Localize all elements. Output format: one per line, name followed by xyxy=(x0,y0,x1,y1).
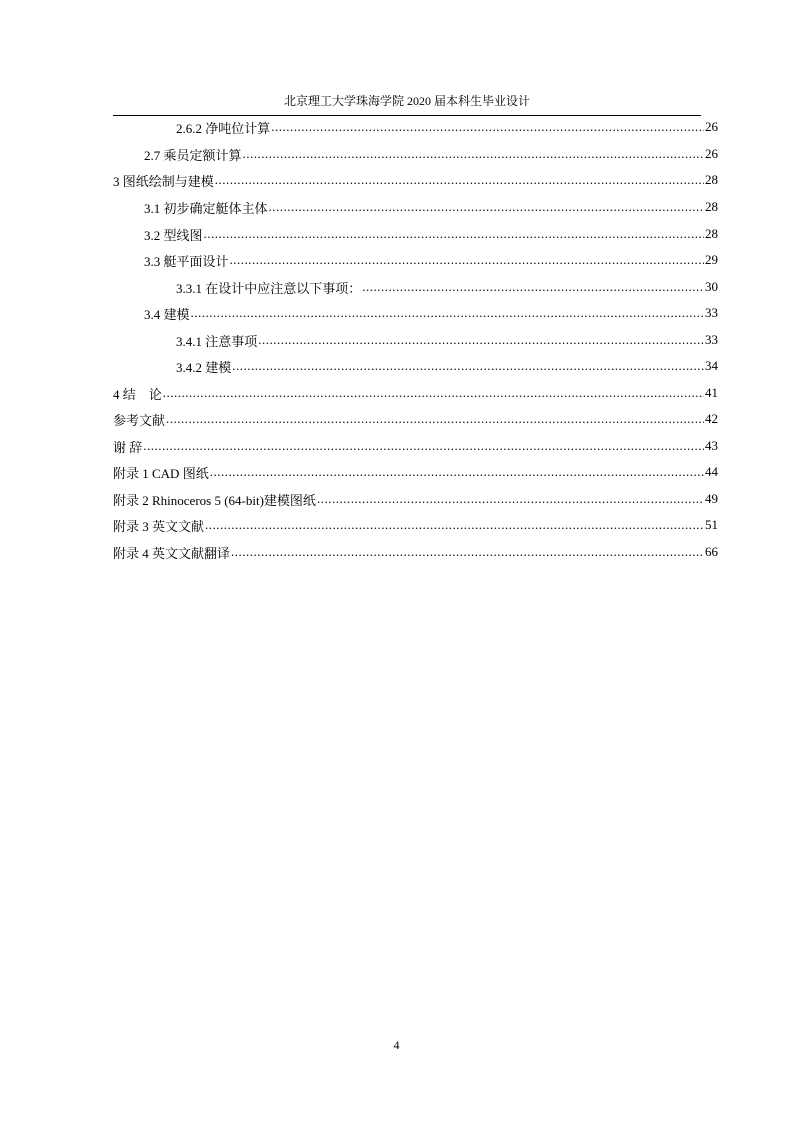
toc-entry[interactable] xyxy=(144,221,718,247)
toc-entry[interactable] xyxy=(144,141,718,167)
toc-entry[interactable] xyxy=(113,406,718,432)
toc-entry-label: 3.4.2 建模 xyxy=(176,359,232,375)
toc-entry-label: 3 图纸绘制与建模 xyxy=(113,173,214,189)
toc-entry-page: 28 xyxy=(705,199,718,214)
toc-entry[interactable] xyxy=(176,353,718,379)
toc-entry-page: 26 xyxy=(705,119,718,134)
toc-entry-label: 谢 辞 xyxy=(113,439,143,455)
toc-entry-page: 26 xyxy=(705,146,718,161)
page-header: 北京理工大学珠海学院 2020 届本科生毕业设计 xyxy=(283,94,530,108)
toc-leader-dots xyxy=(258,332,704,348)
toc-leader-dots xyxy=(317,491,704,507)
toc-entry-page: 51 xyxy=(705,517,718,532)
toc-leader-dots xyxy=(143,438,704,454)
toc-entry-label: 附录 2 Rhinoceros 5 (64-bit)建模图纸 xyxy=(113,492,316,508)
toc-leader-dots xyxy=(205,517,704,533)
toc-entry[interactable] xyxy=(113,539,718,565)
toc-entry[interactable] xyxy=(113,167,718,193)
toc-entry-page: 33 xyxy=(705,332,718,347)
toc-entry-label: 参考文献 xyxy=(113,412,166,428)
toc-entry-page: 28 xyxy=(705,172,718,187)
toc-entry[interactable] xyxy=(144,194,718,220)
toc-leader-dots xyxy=(362,279,704,295)
toc-leader-dots xyxy=(243,146,704,162)
toc-leader-dots xyxy=(230,252,704,268)
toc-entry-label: 2.7 乘员定额计算 xyxy=(144,147,242,163)
toc-entry-label: 3.3 艇平面设计 xyxy=(144,253,229,269)
toc-leader-dots xyxy=(271,119,704,135)
toc-entry-label: 附录 3 英文文献 xyxy=(113,518,205,534)
toc-leader-dots xyxy=(210,464,704,480)
toc-entry-page: 29 xyxy=(705,252,718,267)
toc-leader-dots xyxy=(191,305,704,321)
toc-entry[interactable] xyxy=(113,459,718,485)
toc-entry-page: 44 xyxy=(705,464,718,479)
toc-entry[interactable] xyxy=(113,380,718,406)
toc-entry-label: 3.2 型线图 xyxy=(144,227,203,243)
toc-entry[interactable] xyxy=(176,274,718,300)
toc-entry-label: 3.3.1 在设计中应注意以下事项： xyxy=(176,280,362,296)
toc-entry-page: 30 xyxy=(705,279,718,294)
toc-entry-page: 34 xyxy=(705,358,718,373)
toc-leader-dots xyxy=(215,172,704,188)
toc-entry-label: 4 结 论 xyxy=(113,386,162,402)
toc-leader-dots xyxy=(231,544,704,560)
toc-entry-label: 2.6.2 净吨位计算 xyxy=(176,120,271,136)
toc-entry[interactable] xyxy=(113,433,718,459)
toc-leader-dots xyxy=(166,411,704,427)
toc-entry[interactable] xyxy=(176,114,718,140)
toc-entry-page: 66 xyxy=(705,544,718,559)
toc-entry[interactable] xyxy=(176,327,718,353)
toc-entry[interactable] xyxy=(144,300,718,326)
toc-entry-label: 3.4 建模 xyxy=(144,306,190,322)
page-number: 4 xyxy=(393,1038,400,1052)
toc-entry-page: 43 xyxy=(705,438,718,453)
toc-entry-page: 41 xyxy=(705,385,718,400)
toc-entry-label: 附录 1 CAD 图纸 xyxy=(113,465,209,481)
toc-entry-page: 33 xyxy=(705,305,718,320)
toc-entry[interactable] xyxy=(113,486,718,512)
toc-leader-dots xyxy=(163,385,704,401)
toc-entry-label: 3.1 初步确定艇体主体 xyxy=(144,200,268,216)
toc-leader-dots xyxy=(269,199,704,215)
toc-entry-label: 附录 4 英文文献翻译 xyxy=(113,545,231,561)
toc-leader-dots xyxy=(204,226,704,242)
toc-entry-page: 42 xyxy=(705,411,718,426)
toc-entry-page: 28 xyxy=(705,226,718,241)
toc-entry[interactable] xyxy=(144,247,718,273)
toc-leader-dots xyxy=(232,358,704,374)
toc-entry[interactable] xyxy=(113,512,718,538)
toc-entry-page: 49 xyxy=(705,491,718,506)
toc-entry-label: 3.4.1 注意事项 xyxy=(176,333,258,349)
